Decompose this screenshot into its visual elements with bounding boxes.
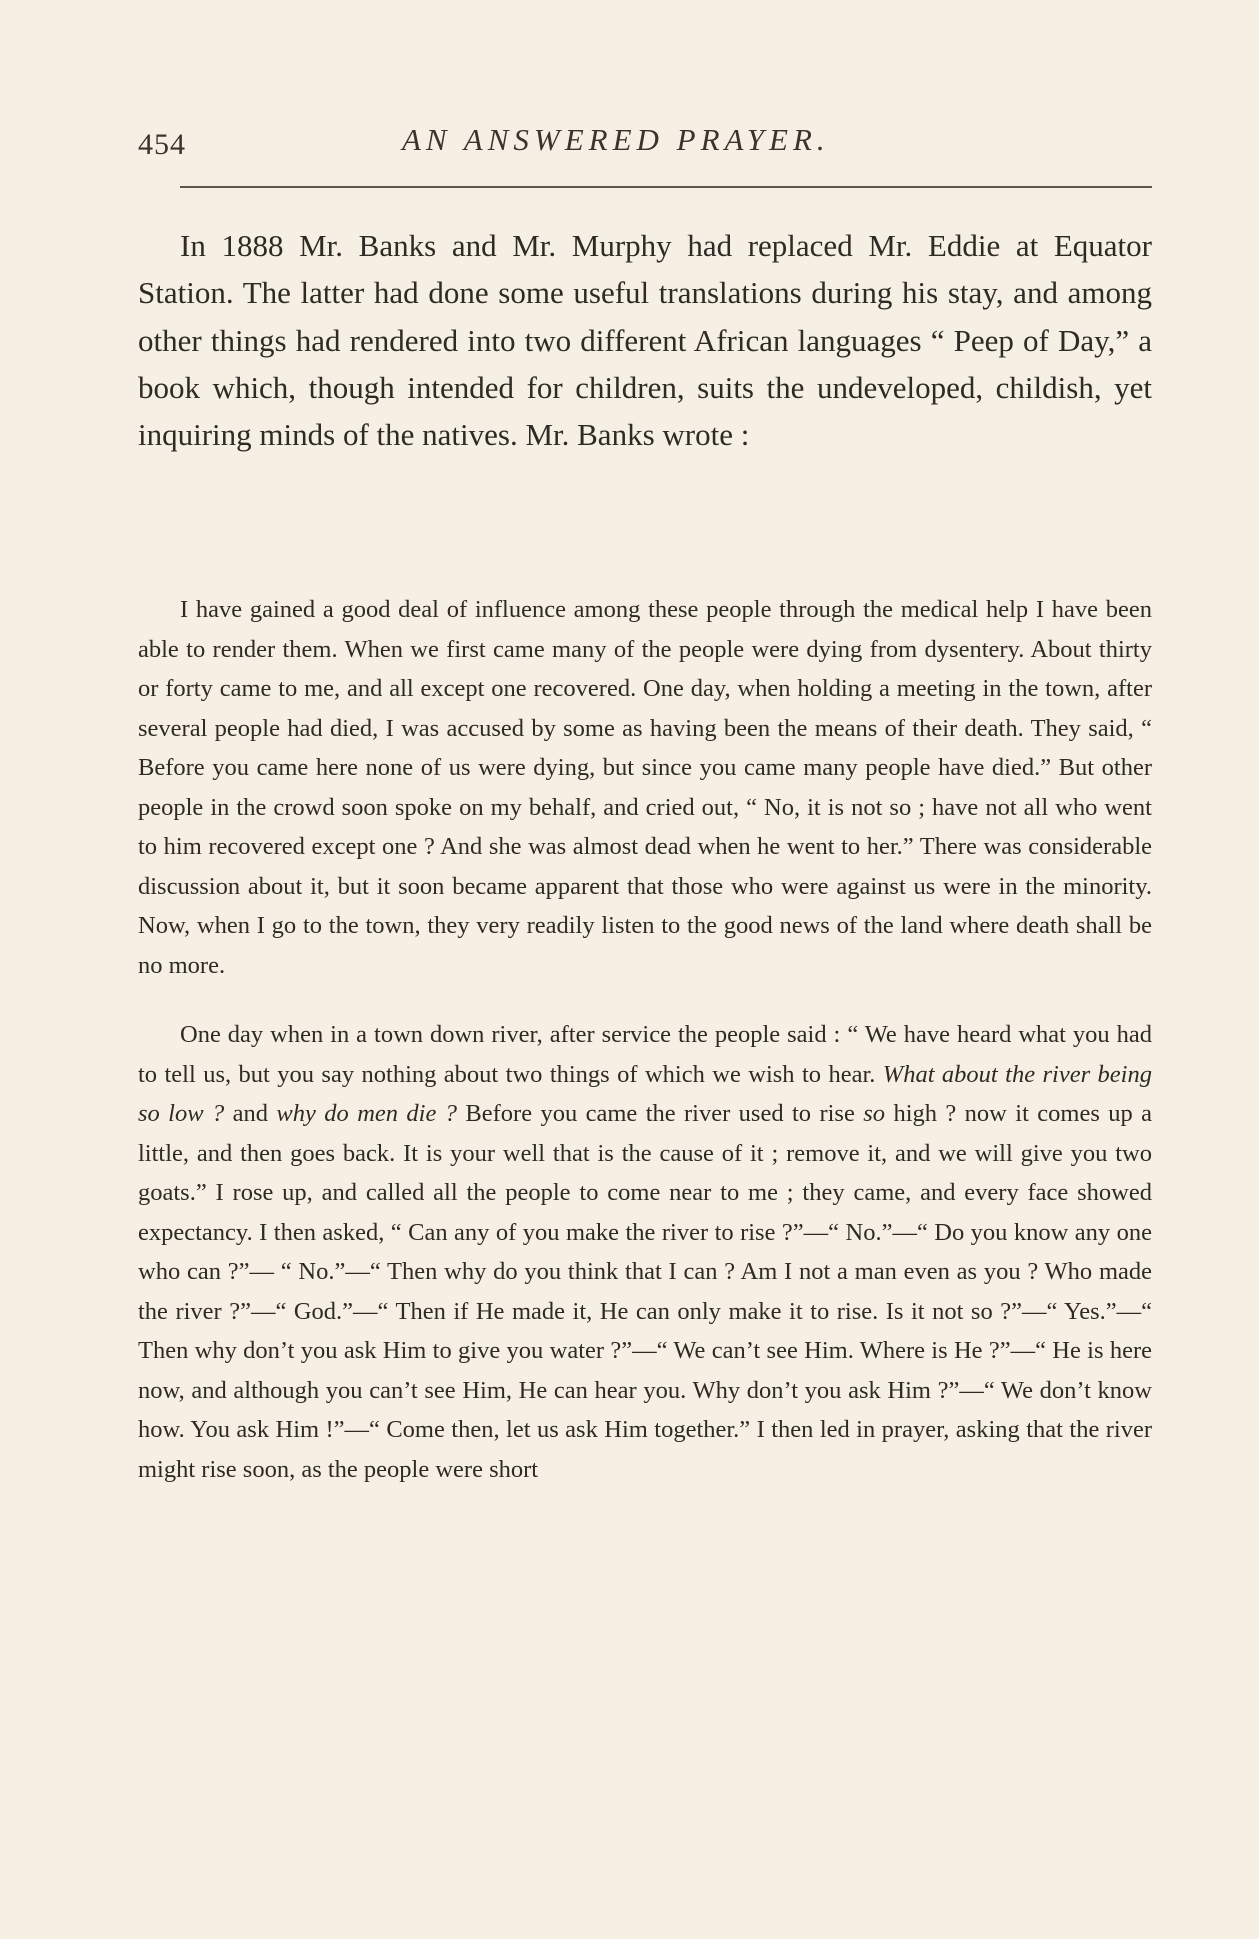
quote-paragraph-2-text-c: high ? now it comes up a little, and then goes back. It is your well that is the cause of it ; remove it, and we will give you two goats.” I rose up, and called all the people to come near to me ; they came, and every face showed expectancy. I then asked, “ Can any of you make the river to rise ?”—“ No.”—“ Do you know any one who can ?”— “ No.”—“ Then why do you think that I can ? Am I not a man even as you ? Who made the river ?”—“ God.”—“ Then if He made it, He can only make it to rise. Is it not so ?”—“ Yes.”—“ Then why don’t you ask Him to give you water ?”—“ We can’t see Him. Where is He ?”—“ He is here now, and although you can’t see Him, He can hear you. Why don’t you ask Him ?”—“ We don’t know how. You ask Him !”—“ Come then, let us ask Him together.” I then led in prayer, asking that the river might rise soon, as the people were short [138, 1100, 1153, 1483]
page-header [138, 122, 1138, 172]
lead-paragraph: In 1888 Mr. Banks and Mr. Murphy had replaced Mr. Eddie at Equator Station. The latter had done some useful translations during his stay, and among other things had rendered into two different African languages “ Peep of Day,” a book which, though intended for children, suits the undeveloped, childish, yet inquiring minds of the natives. Mr. Banks wrote : [138, 228, 1152, 453]
quote-paragraph-2-text-a: One day when in a town down river, after service the people said : “ We have heard what you had to tell us, but you say nothing about two things of which we wish to hear. [138, 1021, 1152, 1088]
quote-paragraph-2-text-b: Before you came the river used to rise [465, 1100, 855, 1127]
quote-and: and [232, 1100, 269, 1127]
quote-italic-river-question: What about the river being so low ? [138, 1060, 1152, 1127]
quote-paragraph-2 [138, 1015, 1152, 1489]
quote-italic-so: so [863, 1100, 886, 1127]
quote-paragraph-1: I have gained a good deal of influence among these people through the medical help I have been able to render them. When we first came many of the people were dying from dysentery. About thirty or forty came to me, and all except one recovered. One day, when holding a meeting in the town, after several people had died, I was accused by some as having been the means of their death. They said, “ Before you came here none of us were dying, but since you came many people have died.” But other people in the crowd soon spoke on my behalf, and cried out, “ No, it is not so ; have not all who went to him recovered except one ? And she was almost dead when he went to her.” There was considerable discussion about it, but it soon became apparent that those who were against us were in the minority. Now, when I go to the town, they very readily listen to the good news of the land where death shall be no more. [138, 596, 1152, 979]
main-text [138, 222, 1152, 458]
quoted-letter [138, 590, 1152, 1489]
running-title: AN ANSWERED PRAYER. [402, 122, 830, 157]
quote-italic-men-question: why do men die ? [276, 1100, 457, 1127]
page-number: 454 [138, 128, 186, 161]
header-rule [180, 186, 1152, 188]
